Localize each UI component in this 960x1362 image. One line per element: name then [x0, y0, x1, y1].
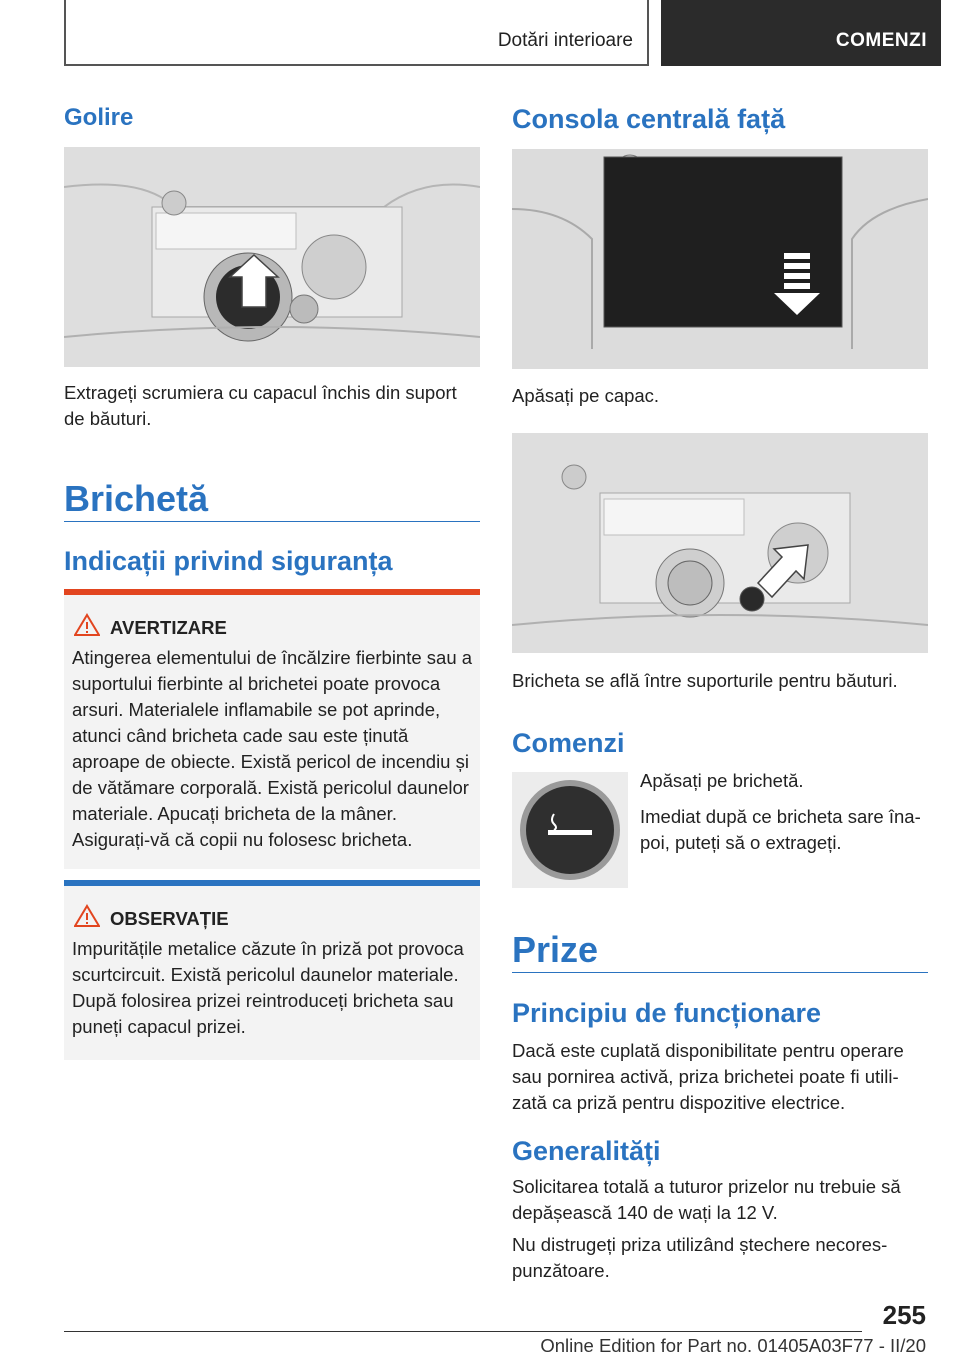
- section-tab: [64, 0, 649, 66]
- brichet-rule: [64, 521, 480, 522]
- section-tab-label: Dotări interioare: [497, 30, 633, 51]
- controls-step2: Imediat după ce bricheta sare îna-poi, puteți să o extrageți.: [640, 806, 921, 853]
- general-text-1: Solicitarea totală a tuturor prizelor nu trebuie să depășească 140 de wați la 12 V.: [512, 1176, 901, 1223]
- controls-heading: Comenzi: [512, 728, 625, 758]
- console-cover-photo: [512, 149, 928, 369]
- warning-title: AVERTIZARE: [110, 617, 227, 638]
- notice-box: [64, 880, 480, 1060]
- footer-edition: Online Edition for Part no. 01405A03F77 - II/20: [540, 1335, 926, 1356]
- page-header: [0, 0, 960, 66]
- prize-heading: Prize: [512, 929, 599, 970]
- notice-bar: [64, 880, 480, 886]
- notice-triangle-icon: [74, 904, 100, 928]
- general-heading: Generalități: [512, 1136, 661, 1166]
- ashtray-photo: [64, 147, 480, 367]
- warning-bar: [64, 589, 480, 595]
- general-text-2: Nu distrugeți priza utilizând ștechere necores-punzătoare.: [512, 1234, 888, 1281]
- principle-heading: Principiu de funcționare: [512, 998, 822, 1028]
- notice-title: OBSERVAȚIE: [110, 908, 229, 929]
- prize-rule: [512, 972, 928, 973]
- warning-box: [64, 589, 480, 869]
- chapter-tab-label: COMENZI: [835, 30, 927, 51]
- notice-text: Impuritățile metalice căzute în priză pot provoca scurtcircuit. Există pericolul daunelor materiale. După folosirea prizei reintroduceți bricheta sau puneți capacul prizei.: [72, 938, 464, 1037]
- warning-triangle-icon: [74, 613, 100, 637]
- console-heading: Consola centrală față: [512, 104, 786, 134]
- lighter-location-photo: [512, 433, 928, 653]
- safety-heading: Indicații privind siguranța: [64, 546, 393, 576]
- principle-text: Dacă este cuplată disponibilitate pentru operare sau pornirea activă, priza brichetei poate fi utili-zată ca priză pentru dispozitive electrice.: [512, 1040, 904, 1113]
- brichet-heading: Brichetă: [64, 478, 209, 519]
- console-cover-illustration: [512, 149, 928, 369]
- lighter-caption: Bricheta se află între suporturile pentru băuturi.: [512, 670, 898, 691]
- warning-text: Atingerea elementului de încălzire fierbinte sau a suportului fierbinte al brichetei poate provoca arsuri. Materialele inflamabile se pot aprinde, atunci când bricheta cade sau este ținută aproape de obiecte. Există pericol de incendiu și de vătămare corporală. Există pericolul daunelor materiale. Apucați bricheta de la mâner. Asigurați-vă că copii nu folosesc bricheta.: [72, 647, 473, 850]
- ashtray-illustration: [64, 147, 480, 367]
- lighter-location-illustration: [512, 433, 928, 653]
- page-number: 255: [882, 1300, 926, 1330]
- lighter-button-photo: [512, 772, 628, 888]
- footer-rule: [64, 1331, 862, 1332]
- chapter-tab: [661, 0, 941, 66]
- cigarette-lighter-icon: [512, 772, 628, 888]
- golire-heading: Golire: [64, 104, 134, 131]
- controls-step1: Apăsați pe brichetă.: [640, 770, 804, 791]
- console-caption: Apăsați pe capac.: [512, 385, 660, 406]
- golire-caption: Extrageți scrumiera cu capacul închis din suport de băuturi.: [64, 382, 457, 429]
